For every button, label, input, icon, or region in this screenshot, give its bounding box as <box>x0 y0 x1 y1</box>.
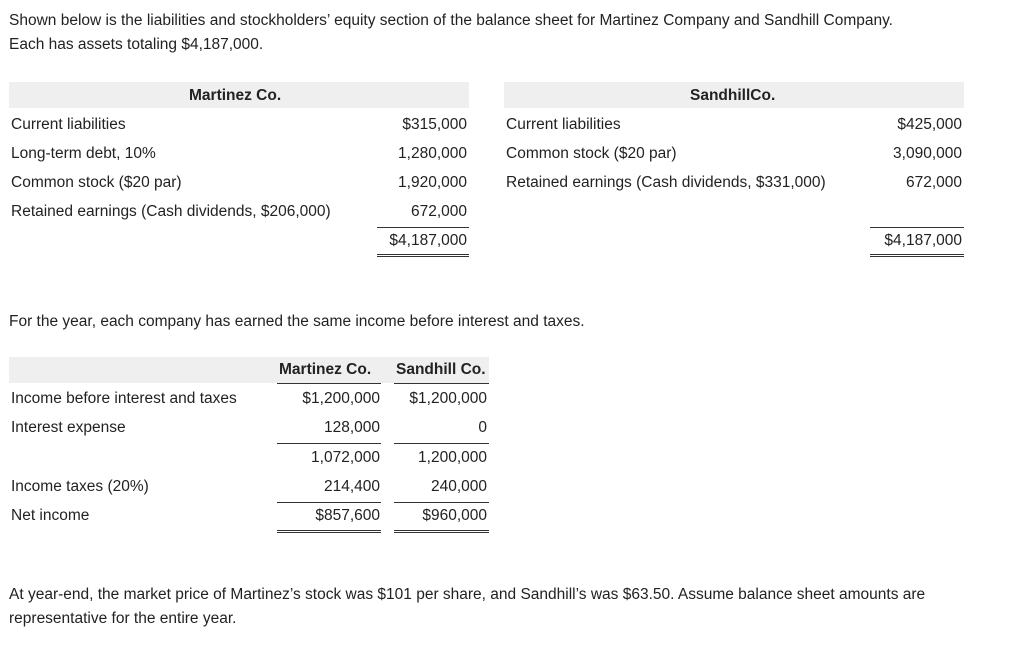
martinez-row-value: $315,000 <box>402 116 467 133</box>
intro-line-1: Shown below is the liabilities and stockholders’ equity section of the balance sheet for Martinez Company and Sandhill Company. <box>9 12 893 29</box>
income-row-martinez: 1,072,000 <box>311 449 380 466</box>
martinez-row-value: 672,000 <box>410 203 467 220</box>
income-row-martinez: 214,400 <box>323 478 380 495</box>
income-net-rule-sandhill <box>394 502 489 503</box>
sandhill-row-value: 672,000 <box>905 174 962 191</box>
martinez-total: $4,187,000 <box>389 232 467 249</box>
income-net-double-rule-martinez <box>277 530 381 533</box>
martinez-title: Martinez Co. <box>189 87 282 104</box>
martinez-row-label: Long-term debt, 10% <box>11 145 156 162</box>
income-row-label: Interest expense <box>11 419 126 436</box>
sandhill-row-value: 3,090,000 <box>893 145 962 162</box>
income-row-sandhill: 240,000 <box>430 478 487 495</box>
income-row-sandhill: 0 <box>478 419 487 436</box>
closing-paragraph <box>9 583 925 631</box>
martinez-row-label: Retained earnings (Cash dividends, $206,000) <box>11 203 331 220</box>
income-row-martinez: $1,200,000 <box>302 390 380 407</box>
income-net-rule-martinez <box>277 502 381 503</box>
intro-line-2: Each has assets totaling $4,187,000. <box>9 36 264 53</box>
martinez-row-label: Common stock ($20 par) <box>11 174 182 191</box>
martinez-total-double-rule <box>377 254 469 257</box>
income-header-underline-sandhill <box>394 383 489 384</box>
income-row-sandhill: $1,200,000 <box>409 390 487 407</box>
income-row-label: Income before interest and taxes <box>11 390 237 407</box>
martinez-row-value: 1,920,000 <box>398 174 467 191</box>
martinez-row-value: 1,280,000 <box>398 145 467 162</box>
sandhill-total: $4,187,000 <box>884 232 962 249</box>
martinez-subtotal-rule <box>377 227 469 228</box>
income-header-sandhill: Sandhill Co. <box>396 361 486 378</box>
income-row-label: Net income <box>11 507 90 524</box>
income-header-underline-martinez <box>277 383 381 384</box>
income-row-sandhill: 1,200,000 <box>418 449 487 466</box>
sandhill-total-double-rule <box>870 254 964 257</box>
closing-line-2: representative for the entire year. <box>9 610 237 627</box>
income-subtotal-rule-sandhill <box>394 443 489 444</box>
sandhill-title: SandhillCo. <box>690 87 776 104</box>
closing-line-1: At year-end, the market price of Martinez’s stock was $101 per share, and Sandhill’s was $63.50. Assume balance sheet amounts are <box>9 586 926 603</box>
income-row-martinez: $857,600 <box>315 507 380 524</box>
income-row-sandhill: $960,000 <box>422 507 487 524</box>
sandhill-row-value: $425,000 <box>897 116 962 133</box>
sandhill-row-label: Common stock ($20 par) <box>506 145 677 162</box>
sandhill-row-label: Current liabilities <box>506 116 621 133</box>
sandhill-subtotal-rule <box>870 227 964 228</box>
martinez-row-label: Current liabilities <box>11 116 126 133</box>
income-row-martinez: 128,000 <box>323 419 380 436</box>
middle-paragraph: For the year, each company has earned the same income before interest and taxes. <box>9 313 585 330</box>
income-subtotal-rule-martinez <box>277 443 381 444</box>
income-row-label: Income taxes (20%) <box>11 478 149 495</box>
income-header-martinez: Martinez Co. <box>279 361 372 378</box>
income-net-double-rule-sandhill <box>394 530 489 533</box>
intro-paragraph <box>9 9 893 57</box>
sandhill-row-label: Retained earnings (Cash dividends, $331,000) <box>506 174 826 191</box>
